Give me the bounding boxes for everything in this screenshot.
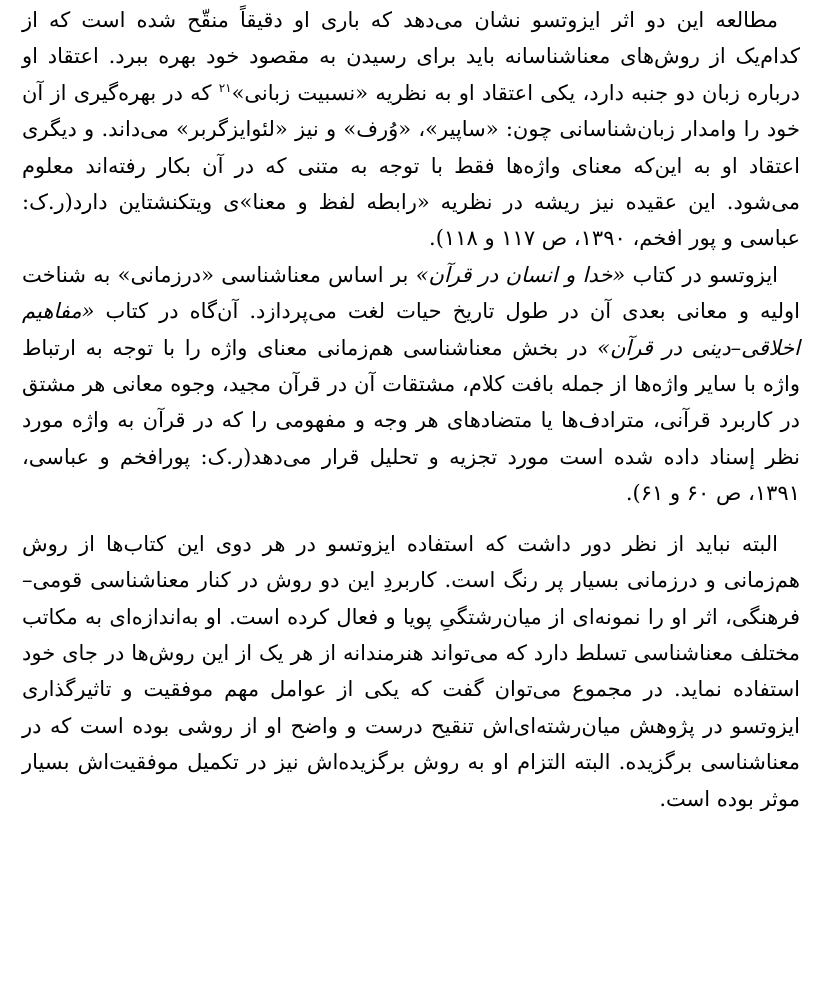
document-body xyxy=(22,2,800,817)
book-title-god-and-man: «خدا و انسان در قرآن» xyxy=(415,262,626,287)
paragraph-2-text-c: در بخش معناشناسی هم‌زمانی معنای واژه را با توجه به ارتباط واژه با سایر واژه‌ها از جمله بافت کلام، مشتقات آن در قرآن مجید، وجوه معانی هر مشتق در کاربرد قرآنی، مترادف‌ها یا متضادهای هر وجه و مفهومی را که در قرآن به واژه مورد نظر إسناد داده شده است مورد تجزیه و تحلیل قرار می‌دهد(ر.ک: پورافخم و عباسی، ۱۳۹۱، ص ۶۰ و ۶۱). xyxy=(22,335,800,506)
paragraph-1-text-a: مطالعه این دو اثر ایزوتسو نشان می‌دهد که باری او دقیقاً منقّح شده است که از کدام‌یک از روش‌های معناشناسانه باید برای رسیدن به مقصود خود بهره ببرد. اعتقاد او درباره زبان دو جنبه دارد، یکی اعتقاد او به نظریه «نسبیت زبانی» xyxy=(22,8,800,105)
paragraph-1 xyxy=(22,2,800,257)
book-title-ethico-religious: «مفاهیم اخلاقی–دینی در قرآن» xyxy=(22,299,800,360)
footnote-marker: ۲۱ xyxy=(218,80,232,95)
paragraph-1-text-b: که در بهره‌گیری از آن خود را وامدار زبان‌شناسانی چون: «ساپیر»، «وُرف» و نیز «لئوایزگربر» می‌داند. و دیگری اعتقاد او به این‌که معنای واژه‌ها فقط با توجه به متنی که در آن بکار رفته‌اند معلوم می‌شود. این عقیده نیز ریشه در نظریه «رابطه لفظ و معنا»ی ویتکنشتاین دارد(ر.ک: عباسی و پور افخم، ۱۳۹۰، ص ۱۱۷ و ۱۱۸). xyxy=(22,80,800,251)
paragraph-2-text-a: ایزوتسو در کتاب xyxy=(625,262,779,287)
paragraph-2 xyxy=(22,257,800,512)
paragraph-3: البته نباید از نظر دور داشت که استفاده ایزوتسو در هر دوی این کتاب‌ها از روش هم‌زمانی و درزمانی بسیار پر رنگ است. کاربردِ این دو روش در کنار معناشناسی قومی–فرهنگی، اثر او را نمونه‌ای از میان‌رشتگیِ پویا و فعال کرده است. او به‌اندازه‌ای به مکاتب مختلف معناشناسی تسلط دارد که می‌تواند هنرمندانه از هر یک از این روش‌ها در جای خود استفاده نماید. در مجموع می‌توان گفت که یکی از عوامل مهم موفقیت و تاثیرگذاری ایزوتسو در پژوهش میان‌رشته‌ای‌اش تنقیح درست و واضح او از روشی بوده است که در معناشناسی برگزیده. البته التزام او به روش برگزیده‌اش نیز در تکمیل موفقیت‌اش بسیار موثر بوده است. xyxy=(22,531,800,811)
paragraph-2-text-b: بر اساس معناشناسی «درزمانی» به شناخت اولیه و معانی بعدی آن در طول تاریخ حیات لغت می‌پردازد. آن‌گاه در کتاب xyxy=(22,262,800,324)
